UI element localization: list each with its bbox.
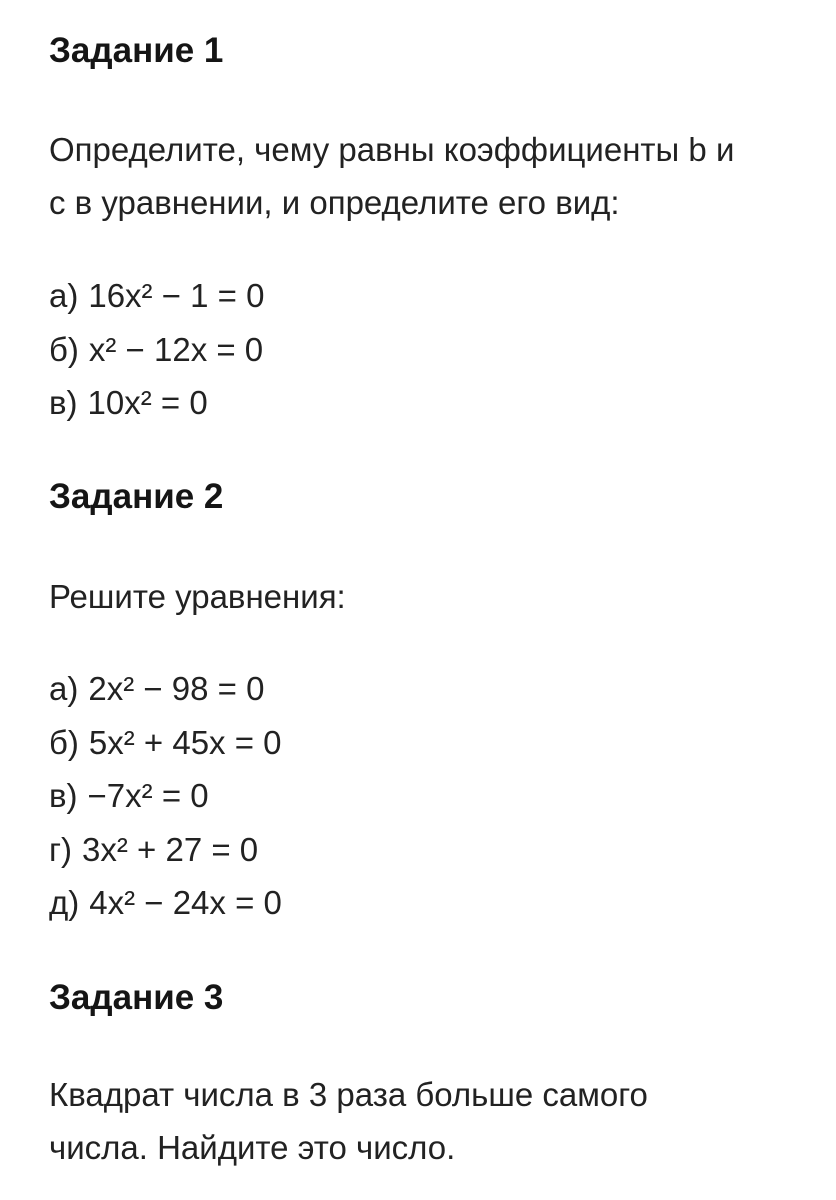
task-1-equation-list <box>49 269 264 430</box>
equation-item <box>49 769 282 823</box>
item-label: в) <box>49 384 78 421</box>
equation: 4x² − 24x = 0 <box>89 884 282 921</box>
equation: −7x² = 0 <box>87 777 209 814</box>
task-3-prompt <box>49 1068 794 1174</box>
equation-item <box>49 376 264 430</box>
task-3-title: Задание 3 <box>49 978 224 1017</box>
task-1-prompt-line-1: Определите, чему равны коэффициенты b и <box>49 131 735 168</box>
equation-item <box>49 876 282 930</box>
equation: 2x² − 98 = 0 <box>88 670 265 707</box>
item-label: б) <box>49 723 79 761</box>
task-2-title: Задание 2 <box>49 477 224 516</box>
equation-item <box>49 269 264 323</box>
equation-item <box>49 323 264 377</box>
item-label: а) <box>49 670 79 707</box>
item-label: а) <box>49 277 79 314</box>
task-2-equation-list <box>49 662 282 930</box>
item-label: б) <box>49 330 79 368</box>
task-1-prompt-line-2: с в уравнении, и определите его вид: <box>49 184 620 221</box>
equation: x² − 12x = 0 <box>88 330 264 368</box>
task-3-prompt-line-1: Квадрат числа в 3 раза больше самого <box>49 1076 648 1113</box>
equation-item <box>49 716 282 770</box>
task-2-prompt: Решите уравнения: <box>49 578 346 615</box>
equation-item <box>49 662 282 716</box>
equation: 5x² + 45x = 0 <box>88 723 282 761</box>
equation: 10x² = 0 <box>87 384 208 421</box>
equation: 16x² − 1 = 0 <box>88 277 265 314</box>
task-1-title: Задание 1 <box>49 31 224 70</box>
item-label: в) <box>49 777 78 814</box>
item-label: д) <box>49 884 80 921</box>
equation: 3x² + 27 = 0 <box>82 830 259 868</box>
equation-item <box>49 823 282 877</box>
task-1-prompt <box>49 123 794 229</box>
item-label: г) <box>49 830 73 868</box>
task-3-prompt-line-2: числа. Найдите это число. <box>49 1129 456 1166</box>
